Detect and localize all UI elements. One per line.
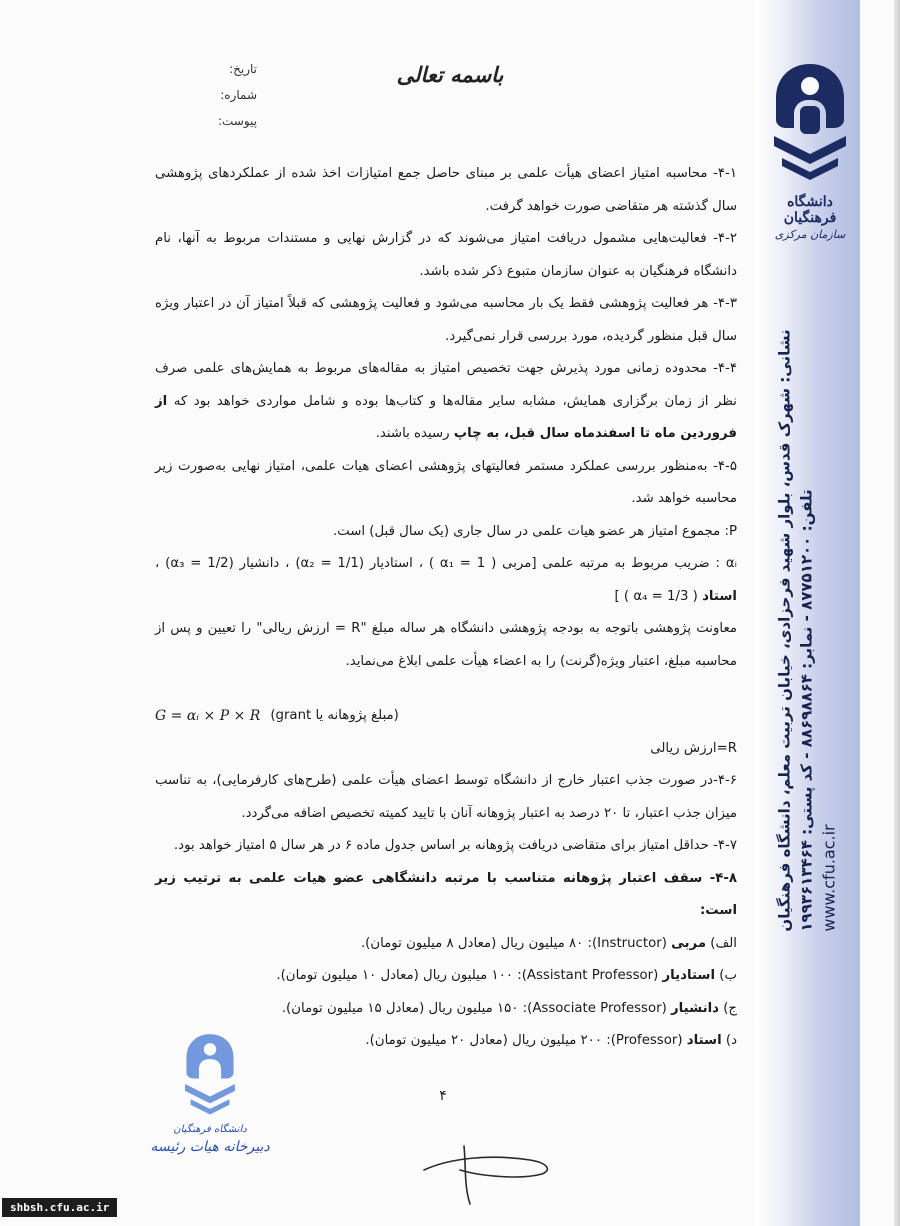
stamp-university: دانشگاه فرهنگیان bbox=[173, 1124, 247, 1135]
letter-meta bbox=[175, 56, 257, 134]
rank-item bbox=[155, 993, 737, 1026]
sidebar-contact bbox=[752, 250, 862, 1010]
stamp-office: دبیرخانه هیات رئیسه bbox=[150, 1139, 270, 1155]
page-edge-shadow bbox=[894, 0, 900, 1226]
rank-amount: (Associate Professor): ۱۵۰ میلیون ریال (معادل ۱۵ میلیون تومان). bbox=[281, 1000, 672, 1016]
rank-prefix: د) bbox=[721, 1033, 737, 1048]
number-label: شماره: bbox=[220, 88, 257, 102]
clause-4-4-bold: از فروردین ماه تا اسفندماه سال قبل، به چاپ bbox=[155, 393, 737, 441]
attachment-label: پیوست: bbox=[217, 114, 257, 128]
rank-prefix: الف) bbox=[706, 935, 737, 951]
letter-body bbox=[155, 158, 737, 1058]
sidebar-phone: تلفن: ۸۷۷۵۱۲۰۰ - نمابر: ۸۸۶۹۸۸۶۴ - کد پستی: ۱۹۹۳۶۱۳۴۶۴ bbox=[797, 488, 816, 932]
rank-prefix: ج) bbox=[719, 1000, 737, 1016]
rank-name: دانشیار bbox=[671, 1000, 719, 1016]
clause-4-5: ۴-۵- به‌منظور بررسی عملکرد مستمر فعالیتهای پژوهشی اعضای هیات علمی، امتیاز نهایی به‌صورت زیر محاسبه خواهد شد. bbox=[155, 458, 737, 506]
clause-4-8: ۴-۸- سقف اعتبار پژوهانه متناسب با مرتبه دانشگاهی عضو هیات علمی به ترتیب زیر است: bbox=[155, 870, 737, 918]
rank-amount: (Assistant Professor): ۱۰۰ میلیون ریال (معادل ۱۰ میلیون تومان). bbox=[276, 968, 663, 983]
grant-formula bbox=[155, 700, 737, 733]
office-stamp bbox=[150, 1030, 270, 1190]
rank-name: استاد bbox=[686, 1033, 722, 1048]
clause-4-6: ۴-۶-در صورت جذب اعتبار خارج از دانشگاه توسط اعضای هیأت علمی (طرح‌های کارفرمایی)، به تناسب میزان جذب اعتبار، تا ۲۰ درصد به اعتبار پژوهانه آنان با تایید کمیته تخصیص اضافه می‌گردد. bbox=[155, 773, 737, 821]
clause-4-1: ۴-۱- محاسبه امتیاز اعضای هیأت علمی بر مبنای حاصل جمع امتیازات اخذ شده از عملکردهای پژوهشی سال گذشته هر متقاضی صورت خواهد گرفت. bbox=[155, 166, 737, 214]
rank-name: استادیار bbox=[662, 968, 716, 983]
bismillah-heading: باسمه تعالی bbox=[396, 62, 504, 87]
definition-alpha-text: αᵢ : ضریب مربوط به مرتبه علمی [مربی ( α₁ = 1 ) ، استادیار (α₂ = 1/1) ، دانشیار (α₃ = 1/2) ، bbox=[155, 556, 738, 571]
clause-4-3: ۴-۳- هر فعالیت پژوهشی فقط یک بار محاسبه می‌شود و فعالیت پژوهشی که قبلاً امتیاز آن در اعتبار ویژه سال قبل منظور گردیده، مورد بررسی قرار نمی‌گیرد. bbox=[155, 296, 737, 344]
clause-4-4 bbox=[155, 353, 737, 451]
definition-alpha-bold: استاد bbox=[702, 588, 737, 604]
date-label: تاریخ: bbox=[229, 62, 257, 76]
sidebar-address: نشانی: شهرک قدس، بلوار شهید فرحزادی، خیابان تربیت معلم، دانشگاه فرهنگیان bbox=[775, 328, 794, 932]
spacer bbox=[155, 678, 737, 696]
logo-emblem-icon bbox=[760, 58, 860, 188]
formula-math: G = αᵢ × P × R bbox=[155, 708, 261, 724]
r-definition: R=ارزش ریالی bbox=[650, 740, 737, 756]
stamp-emblem-icon bbox=[175, 1030, 245, 1120]
signature-mark bbox=[420, 1140, 560, 1210]
rank-amount: (Professor): ۲۰۰ میلیون ریال (معادل ۲۰ میلیون تومان). bbox=[365, 1033, 687, 1048]
formula-label: (مبلغ پژوهانه یا grant) bbox=[270, 708, 399, 723]
clause-4-7: ۴-۷- حداقل امتیاز برای متقاضی دریافت پژوهانه بر اساس جدول ماده ۶ در هر سال ۵ امتیاز خواهد بود. bbox=[173, 838, 737, 853]
rank-item bbox=[155, 928, 737, 961]
page-number: ۴ bbox=[439, 1088, 447, 1104]
definition-p: P: مجموع امتیاز هر عضو هیات علمی در سال جاری (یک سال قبل) است. bbox=[332, 523, 737, 539]
clause-4-4-end: رسیده باشند. bbox=[375, 426, 454, 441]
source-tag: shbsh.cfu.ac.ir bbox=[2, 1198, 117, 1217]
clause-4-2: ۴-۲- فعالیت‌هایی مشمول دریافت امتیاز می‌شوند که در گزارش نهایی و مستندات مربوط به آنها، نام دانشگاه فرهنگیان به عنوان سازمان متبوع ذکر شده باشد. bbox=[155, 231, 737, 279]
rank-amount: (Instructor): ۸۰ میلیون ریال (معادل ۸ میلیون تومان). bbox=[360, 935, 672, 951]
definition-alpha-end: ( α₄ = 1/3 ) ] bbox=[614, 588, 703, 604]
logo-subtitle: سازمان مرکزی bbox=[774, 228, 846, 241]
logo-name: دانشگاه فرهنگیان bbox=[783, 194, 837, 226]
rank-item bbox=[155, 960, 737, 993]
sidebar-website: www.cfu.ac.ir bbox=[819, 823, 839, 932]
rank-prefix: ب) bbox=[715, 968, 737, 983]
university-logo bbox=[760, 58, 860, 248]
definition-alpha bbox=[155, 548, 737, 613]
definition-r: معاونت پژوهشی باتوجه به بودجه پژوهشی دانشگاه هر ساله مبلغ "R = ارزش ریالی" را تعیین و پس از محاسبه مبلغ، اعتبار ویژه(گرنت) را به اعضاء هیأت علمی ابلاغ می‌نماید. bbox=[155, 621, 737, 669]
clause-4-4-start: ۴-۴- محدوده زمانی مورد پذیرش جهت تخصیص امتیاز به مقاله‌های مربوط به همایش‌های علمی صرف نظر از زمان برگزاری همایش، مشابه سایر مقاله‌ها و کتاب‌ها بوده و شامل مواردی خواهد بود که bbox=[155, 361, 737, 409]
rank-name: مربی bbox=[671, 935, 707, 951]
